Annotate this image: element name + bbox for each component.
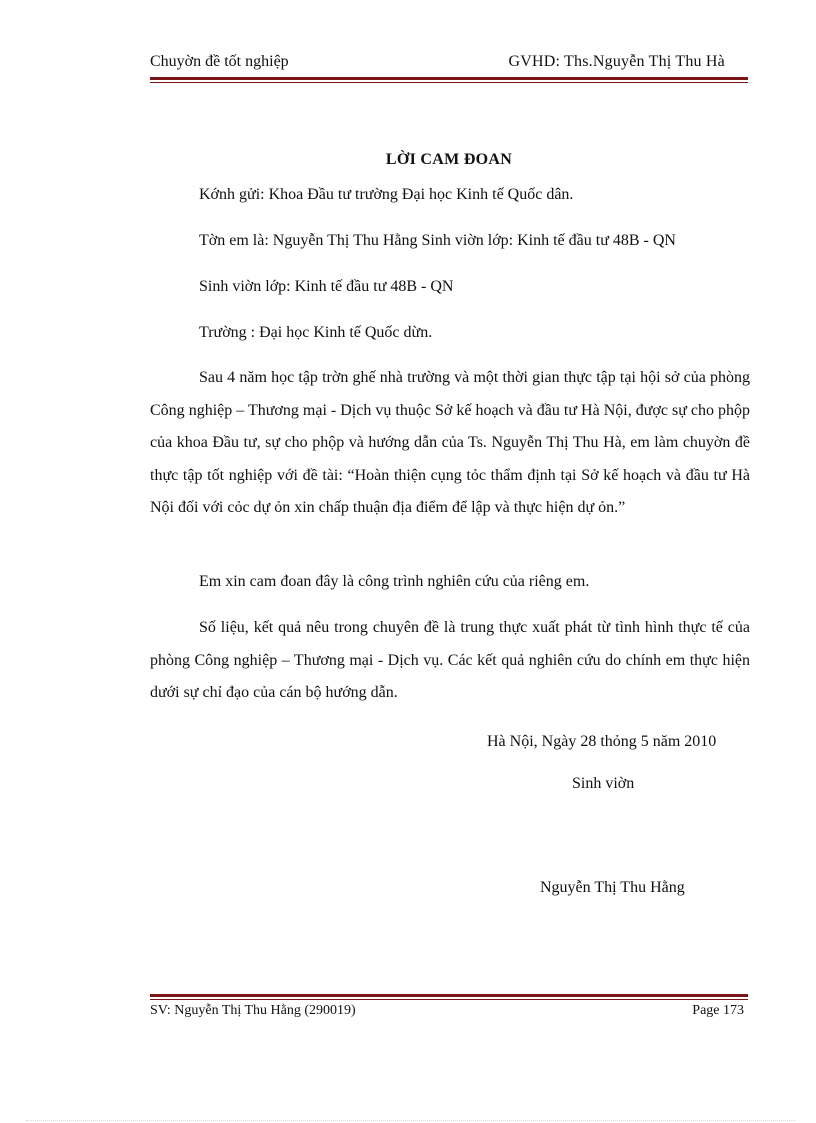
signature-role: Sinh viờn — [572, 775, 635, 792]
signature-name: Nguyễn Thị Thu Hằng — [540, 879, 685, 896]
body-paragraph-1 — [150, 362, 750, 525]
header-divider — [150, 77, 748, 83]
body-paragraph-3 — [150, 612, 750, 710]
header-thesis-label: Chuyờn đề tốt nghiệp — [150, 53, 289, 70]
footer-student: SV: Nguyễn Thị Thu Hằng (290019) — [150, 1003, 356, 1018]
body-paragraph-2-text: Em xin cam đoan đây là công trình nghiên cứu của riêng em. — [199, 573, 590, 590]
body-paragraph-3-text: Số liệu, kết quả nêu trong chuyên đề là trung thực xuất phát từ tình hình thực tế của phòng Công nghiệp – Thương mại - Dịch vụ. Các kết quả nghiên cứu do chính em thực hiện dưới sự chỉ đạo của cán bộ hướng dẫn. — [150, 619, 750, 702]
page-number: Page 173 — [692, 1003, 744, 1018]
university-line: Trường : Đại học Kinh tế Quốc dừn. — [199, 324, 433, 341]
page-header — [150, 50, 740, 80]
signature-date: Hà Nội, Ngày 28 thỏng 5 năm 2010 — [487, 733, 717, 750]
body-paragraph-2 — [150, 566, 750, 599]
page-edge-dotted-line — [26, 1120, 796, 1121]
header-advisor: GVHD: Ths.Nguyễn Thị Thu Hà — [508, 53, 725, 70]
footer-divider — [150, 994, 748, 1000]
salutation-line: Kớnh gửi: Khoa Đầu tư trường Đại học Kinh tế Quốc dân. — [199, 186, 574, 203]
student-name-line: Tờn em là: Nguyễn Thị Thu Hằng Sinh viờn lớp: Kinh tế đầu tư 48B - QN — [199, 232, 676, 249]
student-class-line: Sinh viờn lớp: Kinh tế đầu tư 48B - QN — [199, 278, 454, 295]
page-title: LỜI CAM ĐOAN — [385, 151, 513, 168]
body-paragraph-1-text: Sau 4 năm học tập trờn ghế nhà trường và một thời gian thực tập tại hội sở của phòng Công nghiệp – Thương mại - Dịch vụ thuộc Sở kế hoạch và đầu tư Hà Nội, được sự cho phộp của khoa Đầu tư, sự cho phộp và hướng dẫn của Ts. Nguyễn Thị Thu Hà, em làm chuyờn đề thực tập tốt nghiệp với đề tài: “Hoàn thiện cụng tỏc thẩm định tại Sở kế hoạch và đầu tư Hà Nội đối với cỏc dự ỏn xin chấp thuận địa điểm để lập và thực hiện dự ỏn.” — [150, 369, 750, 517]
